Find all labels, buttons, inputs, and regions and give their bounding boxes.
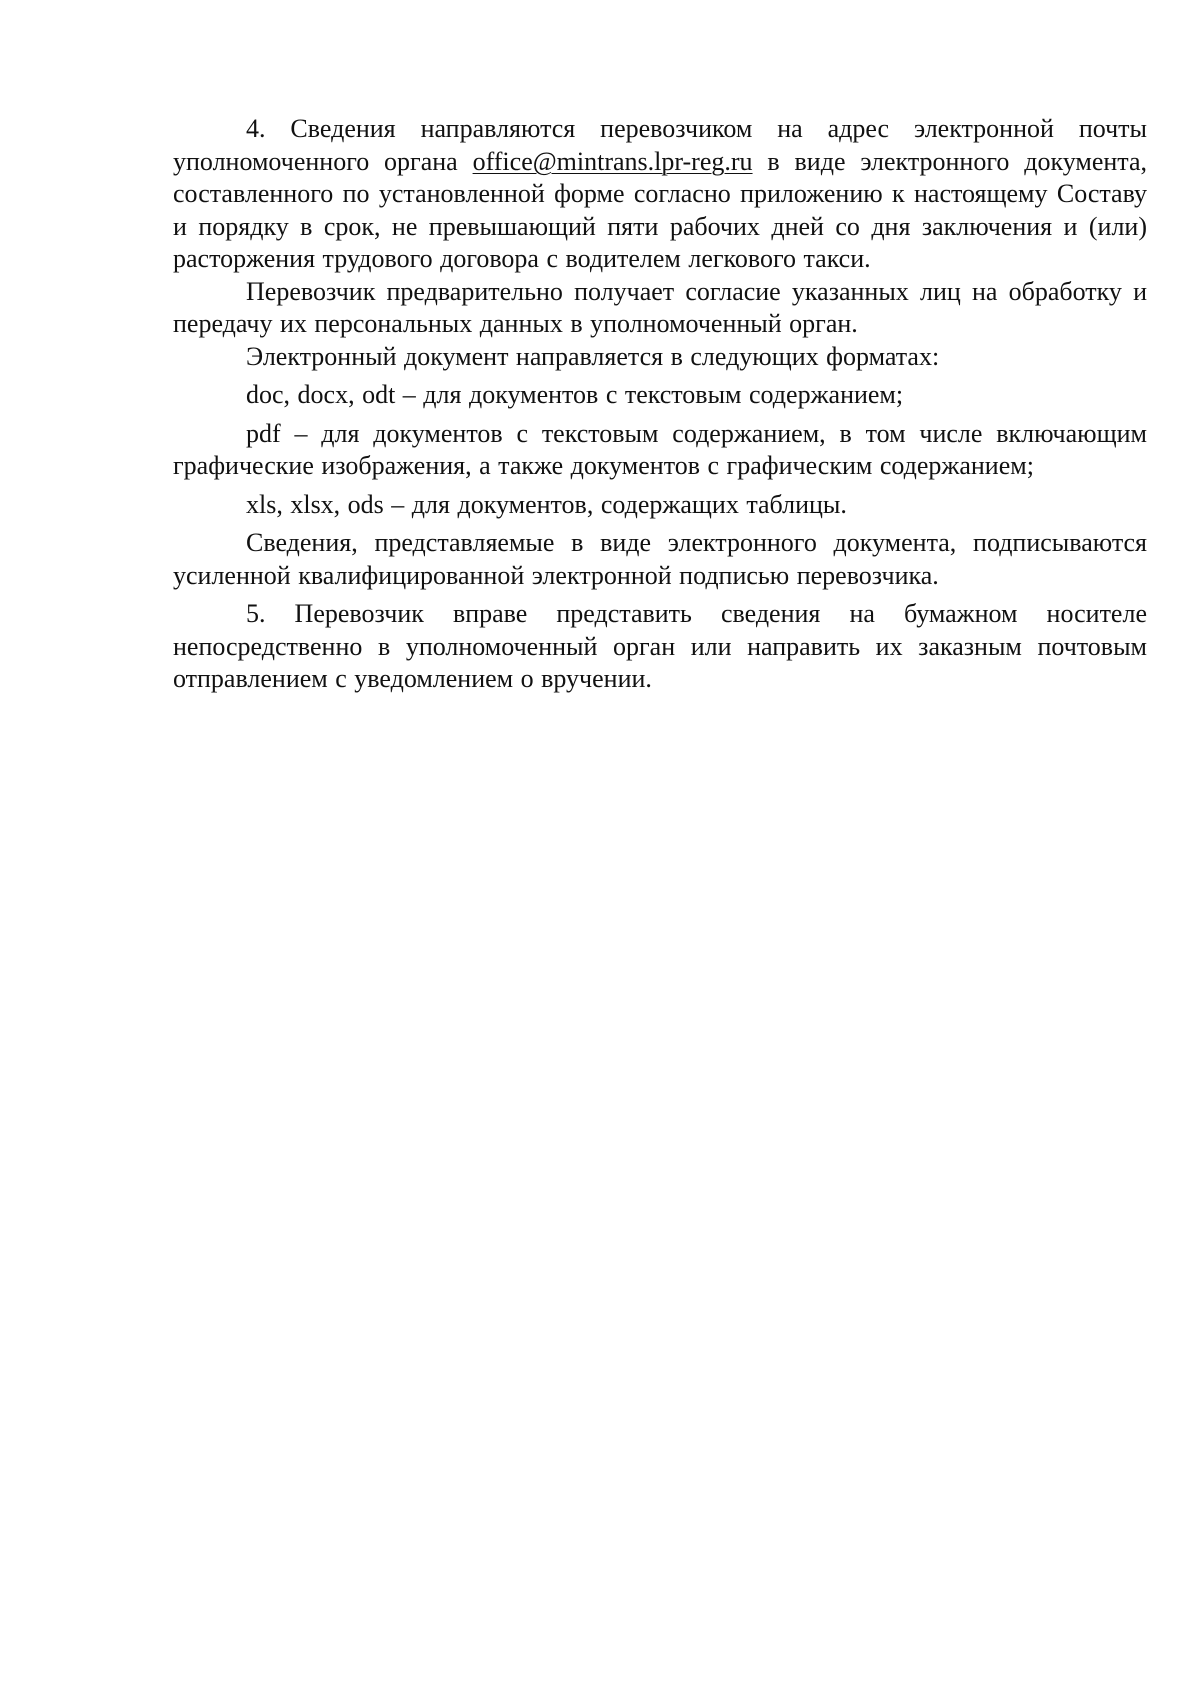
paragraph-signature: Сведения, представляемые в виде электронного документа, подписываются усиленной квалифицированной электронной подписью перевозчика. — [173, 528, 1147, 590]
paragraph-5: 5. Перевозчик вправе представить сведения на бумажном носителе непосредственно в уполномоченный орган или направить их заказным почтовым отправлением с уведомлением о вручении. — [173, 599, 1147, 693]
document-page — [173, 113, 1147, 696]
paragraph-formats-intro: Электронный документ направляется в следующих форматах: — [246, 341, 940, 371]
paragraph-4-text-start: 4. Сведения направляются перевозчиком на адрес электронной почты уполномоченного органа — [173, 114, 1147, 176]
paragraph-format-xls: xls, xlsx, ods – для документов, содержащих таблицы. — [246, 489, 847, 519]
paragraph-consent: Перевозчик предварительно получает согласие указанных лиц на обработку и передачу их персональных данных в уполномоченный орган. — [173, 276, 1147, 338]
paragraph-4 — [173, 113, 1147, 276]
paragraph-format-pdf: pdf – для документов с текстовым содержанием, в том числе включающим графические изображения, а также документов с графическим содержанием; — [173, 418, 1147, 480]
email-link[interactable]: office@mintrans.lpr-reg.ru — [472, 146, 753, 176]
paragraph-format-doc: doc, docx, odt – для документов с текстовым содержанием; — [246, 380, 904, 409]
paragraph-4-text-end: в виде электронного документа, составленного по установленной форме согласно приложению к настоящему Составу и порядку в срок, не превышающий пяти рабочих дней со дня заключения и (или) расторжения трудового договора с водителем легкового такси. — [173, 146, 1147, 273]
